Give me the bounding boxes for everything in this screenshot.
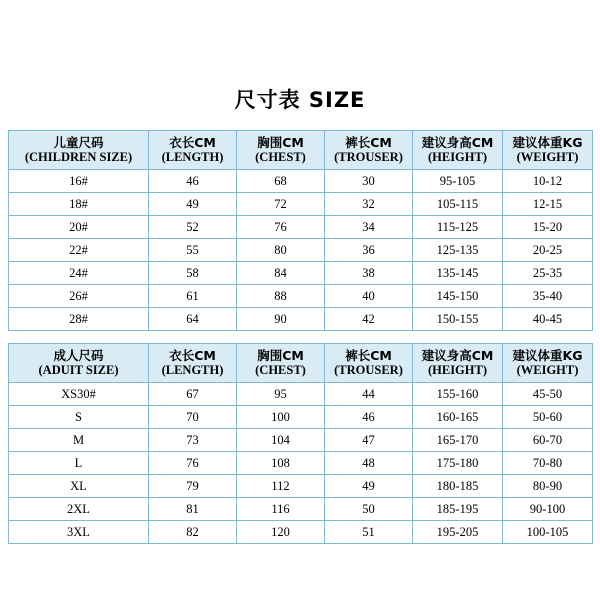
cell-weight: 45-50 bbox=[503, 383, 593, 406]
cell-size: 28# bbox=[9, 308, 149, 331]
column-header-line2: (HEIGHT) bbox=[427, 363, 488, 377]
cell-chest: 100 bbox=[237, 406, 325, 429]
column-header-line2: (CHILDREN SIZE) bbox=[24, 150, 133, 164]
table-row bbox=[9, 498, 593, 521]
column-header-line1: 胸围CM bbox=[257, 347, 304, 363]
cell-weight: 35-40 bbox=[503, 285, 593, 308]
column-header-line2: (TROUSER) bbox=[334, 363, 403, 377]
cell-length: 46 bbox=[149, 170, 237, 193]
cell-trouser: 51 bbox=[325, 521, 413, 544]
cell-weight: 70-80 bbox=[503, 452, 593, 475]
cell-height: 150-155 bbox=[413, 308, 503, 331]
column-header-line2: (LENGTH) bbox=[161, 363, 224, 377]
children-size-table bbox=[8, 130, 593, 331]
cell-chest: 112 bbox=[237, 475, 325, 498]
cell-chest: 84 bbox=[237, 262, 325, 285]
cell-chest: 88 bbox=[237, 285, 325, 308]
cell-weight: 80-90 bbox=[503, 475, 593, 498]
table-row bbox=[9, 475, 593, 498]
cell-chest: 68 bbox=[237, 170, 325, 193]
cell-trouser: 38 bbox=[325, 262, 413, 285]
column-header-line1: 成人尺码 bbox=[53, 347, 104, 363]
column-header-weight bbox=[503, 131, 593, 170]
column-header-line1: 建议体重KG bbox=[512, 134, 583, 150]
table-row bbox=[9, 262, 593, 285]
cell-weight: 40-45 bbox=[503, 308, 593, 331]
cell-trouser: 47 bbox=[325, 429, 413, 452]
cell-length: 70 bbox=[149, 406, 237, 429]
cell-length: 76 bbox=[149, 452, 237, 475]
cell-length: 79 bbox=[149, 475, 237, 498]
column-header-line2: (CHEST) bbox=[255, 363, 306, 377]
column-header-length bbox=[149, 344, 237, 383]
cell-length: 55 bbox=[149, 239, 237, 262]
column-header-weight bbox=[503, 344, 593, 383]
adult-size-table bbox=[8, 343, 593, 544]
column-header-line2: (HEIGHT) bbox=[427, 150, 488, 164]
cell-size: S bbox=[9, 406, 149, 429]
column-header-line2: (TROUSER) bbox=[334, 150, 403, 164]
cell-size: 24# bbox=[9, 262, 149, 285]
table-row bbox=[9, 216, 593, 239]
cell-chest: 104 bbox=[237, 429, 325, 452]
cell-trouser: 46 bbox=[325, 406, 413, 429]
table-row bbox=[9, 383, 593, 406]
cell-size: 18# bbox=[9, 193, 149, 216]
column-header-line1: 裤长CM bbox=[345, 347, 392, 363]
cell-height: 175-180 bbox=[413, 452, 503, 475]
column-header-line1: 衣长CM bbox=[169, 347, 216, 363]
table-header-row bbox=[9, 344, 593, 383]
cell-trouser: 30 bbox=[325, 170, 413, 193]
column-header-line2: (CHEST) bbox=[255, 150, 306, 164]
cell-length: 64 bbox=[149, 308, 237, 331]
table-row bbox=[9, 429, 593, 452]
cell-trouser: 32 bbox=[325, 193, 413, 216]
cell-chest: 95 bbox=[237, 383, 325, 406]
table-row bbox=[9, 452, 593, 475]
cell-weight: 20-25 bbox=[503, 239, 593, 262]
cell-height: 105-115 bbox=[413, 193, 503, 216]
cell-chest: 120 bbox=[237, 521, 325, 544]
cell-height: 165-170 bbox=[413, 429, 503, 452]
cell-length: 82 bbox=[149, 521, 237, 544]
cell-size: L bbox=[9, 452, 149, 475]
cell-chest: 72 bbox=[237, 193, 325, 216]
cell-size: XS30# bbox=[9, 383, 149, 406]
column-header-chest bbox=[237, 344, 325, 383]
cell-trouser: 34 bbox=[325, 216, 413, 239]
table-row bbox=[9, 521, 593, 544]
column-header-size bbox=[9, 344, 149, 383]
column-header-height bbox=[413, 131, 503, 170]
cell-size: 20# bbox=[9, 216, 149, 239]
cell-weight: 10-12 bbox=[503, 170, 593, 193]
cell-size: 16# bbox=[9, 170, 149, 193]
cell-weight: 90-100 bbox=[503, 498, 593, 521]
column-header-line2: (LENGTH) bbox=[161, 150, 224, 164]
cell-height: 115-125 bbox=[413, 216, 503, 239]
cell-weight: 50-60 bbox=[503, 406, 593, 429]
cell-trouser: 44 bbox=[325, 383, 413, 406]
cell-trouser: 48 bbox=[325, 452, 413, 475]
cell-length: 58 bbox=[149, 262, 237, 285]
cell-height: 195-205 bbox=[413, 521, 503, 544]
cell-height: 180-185 bbox=[413, 475, 503, 498]
column-header-line1: 衣长CM bbox=[169, 134, 216, 150]
cell-height: 155-160 bbox=[413, 383, 503, 406]
cell-trouser: 49 bbox=[325, 475, 413, 498]
cell-size: 3XL bbox=[9, 521, 149, 544]
cell-chest: 80 bbox=[237, 239, 325, 262]
column-header-line1: 儿童尺码 bbox=[53, 134, 104, 150]
cell-trouser: 42 bbox=[325, 308, 413, 331]
page-title: 尺寸表 SIZE bbox=[234, 88, 366, 112]
cell-length: 73 bbox=[149, 429, 237, 452]
cell-height: 145-150 bbox=[413, 285, 503, 308]
table-row bbox=[9, 193, 593, 216]
cell-trouser: 50 bbox=[325, 498, 413, 521]
cell-weight: 100-105 bbox=[503, 521, 593, 544]
column-header-line1: 建议身高CM bbox=[421, 347, 494, 363]
column-header-line2: (WEIGHT) bbox=[516, 363, 579, 377]
column-header-line1: 建议身高CM bbox=[421, 134, 494, 150]
cell-length: 81 bbox=[149, 498, 237, 521]
cell-size: 2XL bbox=[9, 498, 149, 521]
cell-trouser: 40 bbox=[325, 285, 413, 308]
table-row bbox=[9, 170, 593, 193]
cell-chest: 76 bbox=[237, 216, 325, 239]
cell-chest: 90 bbox=[237, 308, 325, 331]
cell-weight: 25-35 bbox=[503, 262, 593, 285]
cell-size: M bbox=[9, 429, 149, 452]
cell-weight: 15-20 bbox=[503, 216, 593, 239]
cell-size: XL bbox=[9, 475, 149, 498]
column-header-height bbox=[413, 344, 503, 383]
cell-length: 52 bbox=[149, 216, 237, 239]
column-header-chest bbox=[237, 131, 325, 170]
column-header-trouser bbox=[325, 131, 413, 170]
table-row bbox=[9, 406, 593, 429]
table-row bbox=[9, 285, 593, 308]
cell-height: 160-165 bbox=[413, 406, 503, 429]
cell-height: 95-105 bbox=[413, 170, 503, 193]
table-row bbox=[9, 308, 593, 331]
column-header-line1: 胸围CM bbox=[257, 134, 304, 150]
column-header-line1: 裤长CM bbox=[345, 134, 392, 150]
column-header-length bbox=[149, 131, 237, 170]
column-header-line2: (WEIGHT) bbox=[516, 150, 579, 164]
cell-length: 49 bbox=[149, 193, 237, 216]
cell-size: 26# bbox=[9, 285, 149, 308]
cell-weight: 60-70 bbox=[503, 429, 593, 452]
cell-length: 61 bbox=[149, 285, 237, 308]
column-header-line1: 建议体重KG bbox=[512, 347, 583, 363]
cell-trouser: 36 bbox=[325, 239, 413, 262]
cell-size: 22# bbox=[9, 239, 149, 262]
cell-length: 67 bbox=[149, 383, 237, 406]
cell-height: 135-145 bbox=[413, 262, 503, 285]
column-header-size bbox=[9, 131, 149, 170]
table-header-row bbox=[9, 131, 593, 170]
cell-height: 185-195 bbox=[413, 498, 503, 521]
cell-chest: 116 bbox=[237, 498, 325, 521]
table-row bbox=[9, 239, 593, 262]
cell-chest: 108 bbox=[237, 452, 325, 475]
cell-weight: 12-15 bbox=[503, 193, 593, 216]
column-header-line2: (ADUIT SIZE) bbox=[38, 363, 119, 377]
column-header-trouser bbox=[325, 344, 413, 383]
cell-height: 125-135 bbox=[413, 239, 503, 262]
